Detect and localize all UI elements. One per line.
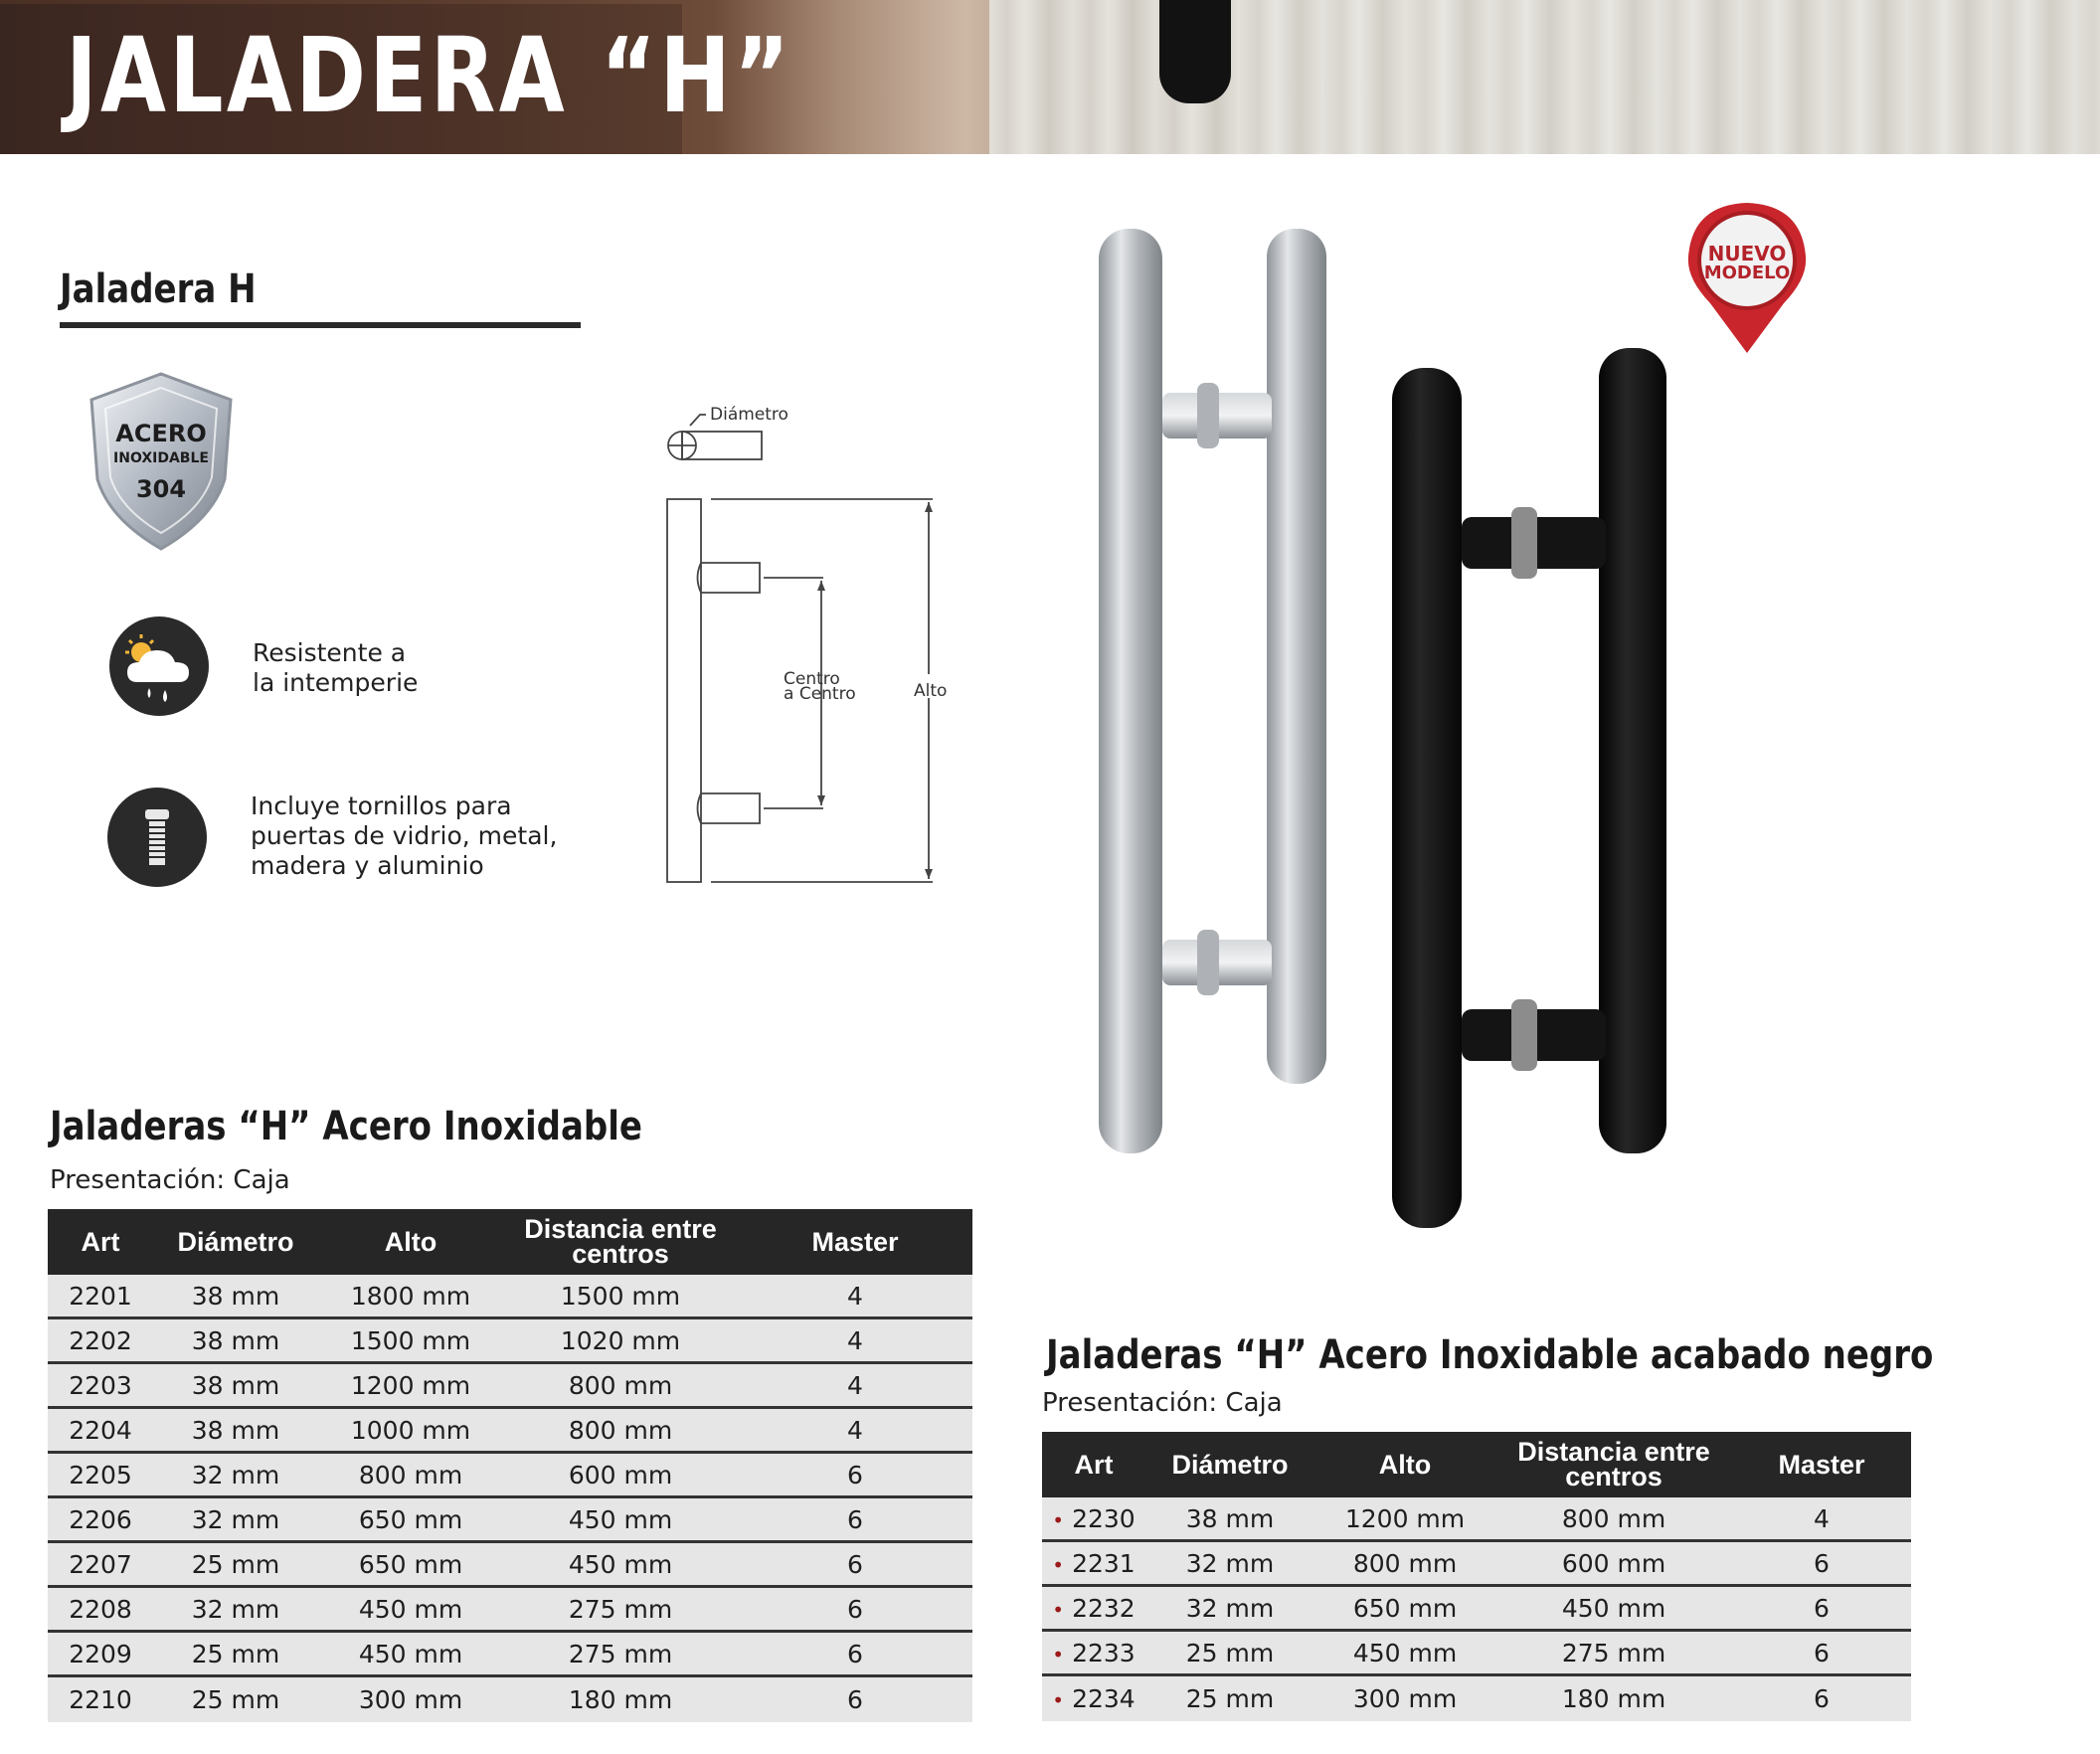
cell-value: 2204	[69, 1415, 132, 1445]
col-distance	[503, 1214, 738, 1269]
cell-value: 1800 mm	[350, 1281, 471, 1311]
cell-value: 4	[1814, 1503, 1830, 1533]
cell-value: 25 mm	[191, 1685, 280, 1714]
feature-line: la intemperie	[253, 668, 419, 697]
table-cell	[1495, 1504, 1732, 1533]
bullet-icon: •	[1052, 1552, 1065, 1577]
table-row	[48, 1633, 972, 1677]
steel-table	[48, 1209, 972, 1722]
table-cell	[48, 1685, 153, 1714]
table-cell	[1145, 1549, 1314, 1578]
table-cell	[1314, 1549, 1495, 1578]
cell-value: 800 mm	[358, 1460, 463, 1490]
table-cell	[1495, 1684, 1732, 1713]
cell-value: 2209	[69, 1639, 132, 1668]
cell-value: 450 mm	[1352, 1638, 1458, 1667]
table-cell	[503, 1685, 738, 1714]
table-cell	[153, 1326, 318, 1355]
cell-value: 4	[847, 1415, 863, 1445]
cell-value: 600 mm	[1561, 1548, 1666, 1578]
cell-value: 6	[847, 1639, 863, 1668]
table-cell	[738, 1326, 972, 1355]
feature-line: Incluye tornillos para	[251, 791, 512, 820]
bullet-icon: •	[1052, 1597, 1065, 1622]
wood-texture	[989, 0, 2100, 154]
cell-value: 450 mm	[358, 1639, 463, 1668]
table-cell	[503, 1371, 738, 1400]
table-cell	[1495, 1639, 1732, 1667]
table-cell	[1042, 1639, 1145, 1667]
new-model-pin	[1682, 199, 1812, 358]
section-divider	[60, 322, 581, 328]
cell-value: 2208	[69, 1594, 132, 1624]
banner-title-box	[0, 4, 793, 154]
pin-line1: NUEVO	[1707, 242, 1787, 265]
table-row	[1042, 1497, 1911, 1542]
table-cell	[318, 1550, 503, 1579]
cell-value: 180 mm	[1561, 1684, 1666, 1713]
col-master: Master	[811, 1226, 899, 1257]
col-art: Art	[81, 1226, 120, 1257]
col-diameter: Diámetro	[177, 1226, 294, 1257]
bullet-icon: •	[1052, 1642, 1065, 1666]
cell-value: 275 mm	[568, 1594, 673, 1624]
cell-value: 800 mm	[568, 1370, 673, 1400]
table-cell	[503, 1640, 738, 1668]
cell-value: 4	[847, 1370, 863, 1400]
table-cell	[738, 1640, 972, 1668]
product-photo	[1074, 219, 1710, 1233]
table-cell	[1042, 1594, 1145, 1623]
table-cell	[503, 1461, 738, 1490]
table-cell	[48, 1461, 153, 1490]
steel-table-subtitle: Presentación: Caja	[50, 1165, 290, 1195]
cell-value: 1200 mm	[350, 1370, 471, 1400]
table-cell	[738, 1505, 972, 1534]
table-cell	[738, 1595, 972, 1624]
cell-value: 4	[847, 1281, 863, 1311]
table-row	[1042, 1632, 1911, 1676]
cell-value: 32 mm	[191, 1460, 280, 1490]
table-row	[48, 1454, 972, 1498]
badge-line1: ACERO	[115, 420, 207, 447]
badge-line2: INOXIDABLE	[113, 450, 209, 466]
table-cell	[48, 1550, 153, 1579]
cell-value: 4	[847, 1325, 863, 1355]
table-cell	[738, 1461, 972, 1490]
table-row	[1042, 1676, 1911, 1721]
table-cell	[1732, 1504, 1911, 1533]
table-cell	[48, 1640, 153, 1668]
feature-line: Resistente a	[253, 638, 407, 667]
feature-weather-text	[253, 638, 418, 698]
table-cell	[503, 1282, 738, 1311]
cell-value: 450 mm	[358, 1594, 463, 1624]
feature-screws-text	[251, 791, 557, 881]
cell-value: 2210	[69, 1685, 132, 1714]
table-row	[48, 1543, 972, 1588]
cell-value: 450 mm	[1561, 1593, 1666, 1623]
table-row	[1042, 1587, 1911, 1632]
cell-value: 25 mm	[1185, 1638, 1275, 1667]
table-cell	[1495, 1594, 1732, 1623]
cell-value: 650 mm	[358, 1504, 463, 1534]
table-cell	[1732, 1684, 1911, 1713]
table-cell	[153, 1371, 318, 1400]
cell-value: 1500 mm	[350, 1325, 471, 1355]
cell-value: 6	[1814, 1548, 1830, 1578]
table-cell	[1314, 1639, 1495, 1667]
col-art: Art	[1074, 1449, 1114, 1480]
black-table	[1042, 1432, 1911, 1721]
cell-value: 6	[1814, 1684, 1830, 1713]
table-cell	[318, 1640, 503, 1668]
table-row	[48, 1588, 972, 1633]
cell-value: 2234	[1072, 1684, 1136, 1713]
screw-icon	[107, 788, 207, 887]
table-cell	[318, 1326, 503, 1355]
table-row	[48, 1319, 972, 1364]
black-table-subtitle: Presentación: Caja	[1042, 1388, 1283, 1418]
table-cell	[318, 1461, 503, 1490]
table-cell	[1732, 1639, 1911, 1667]
table-header	[48, 1209, 972, 1275]
cell-value: 2203	[69, 1370, 132, 1400]
table-cell	[318, 1595, 503, 1624]
dimension-diagram	[656, 393, 955, 900]
table-cell	[48, 1505, 153, 1534]
cell-value: 25 mm	[191, 1549, 280, 1579]
cell-value: 300 mm	[1352, 1684, 1458, 1713]
cell-value: 275 mm	[1561, 1638, 1666, 1667]
table-cell	[48, 1371, 153, 1400]
cell-value: 32 mm	[191, 1594, 280, 1624]
cell-value: 2201	[69, 1281, 132, 1311]
table-cell	[153, 1416, 318, 1445]
pin-line2: MODELO	[1703, 263, 1791, 283]
table-cell	[48, 1595, 153, 1624]
table-cell	[318, 1371, 503, 1400]
table-cell	[153, 1550, 318, 1579]
weather-icon	[109, 616, 209, 716]
table-cell	[1732, 1594, 1911, 1623]
cell-value: 2232	[1072, 1593, 1136, 1623]
cell-value: 450 mm	[568, 1504, 673, 1534]
table-cell	[153, 1685, 318, 1714]
header-banner	[0, 0, 2100, 154]
cell-value: 6	[1814, 1593, 1830, 1623]
table-row	[48, 1498, 972, 1543]
center-label: Centro	[784, 669, 840, 689]
col-height: Alto	[1378, 1449, 1432, 1480]
table-cell	[503, 1326, 738, 1355]
center-label: a Centro	[784, 684, 856, 704]
cell-value: 800 mm	[1561, 1503, 1666, 1533]
col-distance-line1: Distancia entre	[1517, 1437, 1710, 1467]
cell-value: 450 mm	[568, 1549, 673, 1579]
cell-value: 800 mm	[568, 1415, 673, 1445]
cell-value: 650 mm	[358, 1549, 463, 1579]
cell-value: 2206	[69, 1504, 132, 1534]
table-cell	[1314, 1594, 1495, 1623]
table-row	[48, 1677, 972, 1722]
table-cell	[738, 1550, 972, 1579]
table-cell	[318, 1685, 503, 1714]
table-cell	[738, 1416, 972, 1445]
table-cell	[48, 1326, 153, 1355]
table-cell	[1495, 1549, 1732, 1578]
banner-title: JALADERA “H”	[66, 15, 793, 136]
cell-value: 38 mm	[191, 1325, 280, 1355]
table-cell	[1042, 1684, 1145, 1713]
cell-value: 6	[847, 1549, 863, 1579]
table-cell	[1042, 1549, 1145, 1578]
cell-value: 180 mm	[568, 1685, 673, 1714]
cell-value: 25 mm	[1185, 1684, 1275, 1713]
table-cell	[153, 1640, 318, 1668]
badge-grade: 304	[135, 475, 187, 503]
cell-value: 6	[847, 1504, 863, 1534]
stainless-steel-304-badge	[86, 370, 237, 553]
cell-value: 1020 mm	[560, 1325, 681, 1355]
cell-value: 1500 mm	[560, 1281, 681, 1311]
cell-value: 38 mm	[191, 1370, 280, 1400]
bullet-icon: •	[1052, 1507, 1065, 1532]
table-cell	[1314, 1684, 1495, 1713]
cell-value: 38 mm	[1185, 1503, 1275, 1533]
table-cell	[1314, 1504, 1495, 1533]
cell-value: 1000 mm	[350, 1415, 471, 1445]
cell-value: 6	[847, 1460, 863, 1490]
cell-value: 25 mm	[191, 1639, 280, 1668]
cell-value: 275 mm	[568, 1639, 673, 1668]
bullet-icon: •	[1052, 1688, 1065, 1712]
col-master: Master	[1778, 1449, 1865, 1480]
table-cell	[318, 1416, 503, 1445]
table-cell	[153, 1505, 318, 1534]
cell-value: 1200 mm	[1344, 1503, 1466, 1533]
cell-value: 38 mm	[191, 1281, 280, 1311]
table-cell	[318, 1505, 503, 1534]
cell-value: 32 mm	[1185, 1548, 1275, 1578]
col-diameter: Diámetro	[1171, 1449, 1289, 1480]
table-row	[48, 1364, 972, 1409]
table-cell	[503, 1416, 738, 1445]
table-cell	[153, 1461, 318, 1490]
table-cell	[503, 1550, 738, 1579]
cell-value: 2205	[69, 1460, 132, 1490]
cell-value: 600 mm	[568, 1460, 673, 1490]
cell-value: 6	[847, 1594, 863, 1624]
section-title: Jaladera H	[60, 266, 257, 312]
height-label: Alto	[914, 681, 948, 701]
feature-line: madera y aluminio	[251, 851, 484, 880]
table-cell	[1732, 1549, 1911, 1578]
cell-value: 2207	[69, 1549, 132, 1579]
table-cell	[503, 1505, 738, 1534]
table-row	[48, 1275, 972, 1319]
steel-table-title: Jaladeras “H” Acero Inoxidable	[50, 1104, 642, 1149]
table-row	[48, 1409, 972, 1454]
cell-value: 2230	[1072, 1503, 1136, 1533]
table-header	[1042, 1432, 1911, 1497]
cell-value: 38 mm	[191, 1415, 280, 1445]
cell-value: 2231	[1072, 1548, 1136, 1578]
cell-value: 650 mm	[1352, 1593, 1458, 1623]
cell-value: 800 mm	[1352, 1548, 1458, 1578]
col-distance	[1495, 1437, 1732, 1491]
table-cell	[503, 1595, 738, 1624]
table-cell	[1145, 1504, 1314, 1533]
table-cell	[1145, 1639, 1314, 1667]
table-cell	[1145, 1684, 1314, 1713]
table-cell	[738, 1685, 972, 1714]
table-cell	[153, 1595, 318, 1624]
table-cell	[318, 1282, 503, 1311]
table-cell	[1145, 1594, 1314, 1623]
cell-value: 32 mm	[191, 1504, 280, 1534]
cell-value: 32 mm	[1185, 1593, 1275, 1623]
black-table-title: Jaladeras “H” Acero Inoxidable acabado negro	[1046, 1332, 1934, 1378]
col-distance-line2: centros	[572, 1239, 669, 1269]
diameter-label: Diámetro	[710, 405, 788, 425]
table-cell	[738, 1282, 972, 1311]
table-cell	[48, 1416, 153, 1445]
cell-value: 6	[847, 1685, 863, 1714]
col-height: Alto	[384, 1226, 438, 1257]
table-cell	[738, 1371, 972, 1400]
table-row	[1042, 1542, 1911, 1587]
cell-value: 2202	[69, 1325, 132, 1355]
banner-knob-image	[1159, 0, 1231, 103]
table-cell	[153, 1282, 318, 1311]
col-distance-line2: centros	[1565, 1462, 1662, 1491]
cell-value: 6	[1814, 1638, 1830, 1667]
table-cell	[1042, 1504, 1145, 1533]
cell-value: 300 mm	[358, 1685, 463, 1714]
col-distance-line1: Distancia entre	[524, 1214, 717, 1244]
table-cell	[48, 1282, 153, 1311]
cell-value: 2233	[1072, 1638, 1136, 1667]
feature-line: puertas de vidrio, metal,	[251, 821, 558, 850]
